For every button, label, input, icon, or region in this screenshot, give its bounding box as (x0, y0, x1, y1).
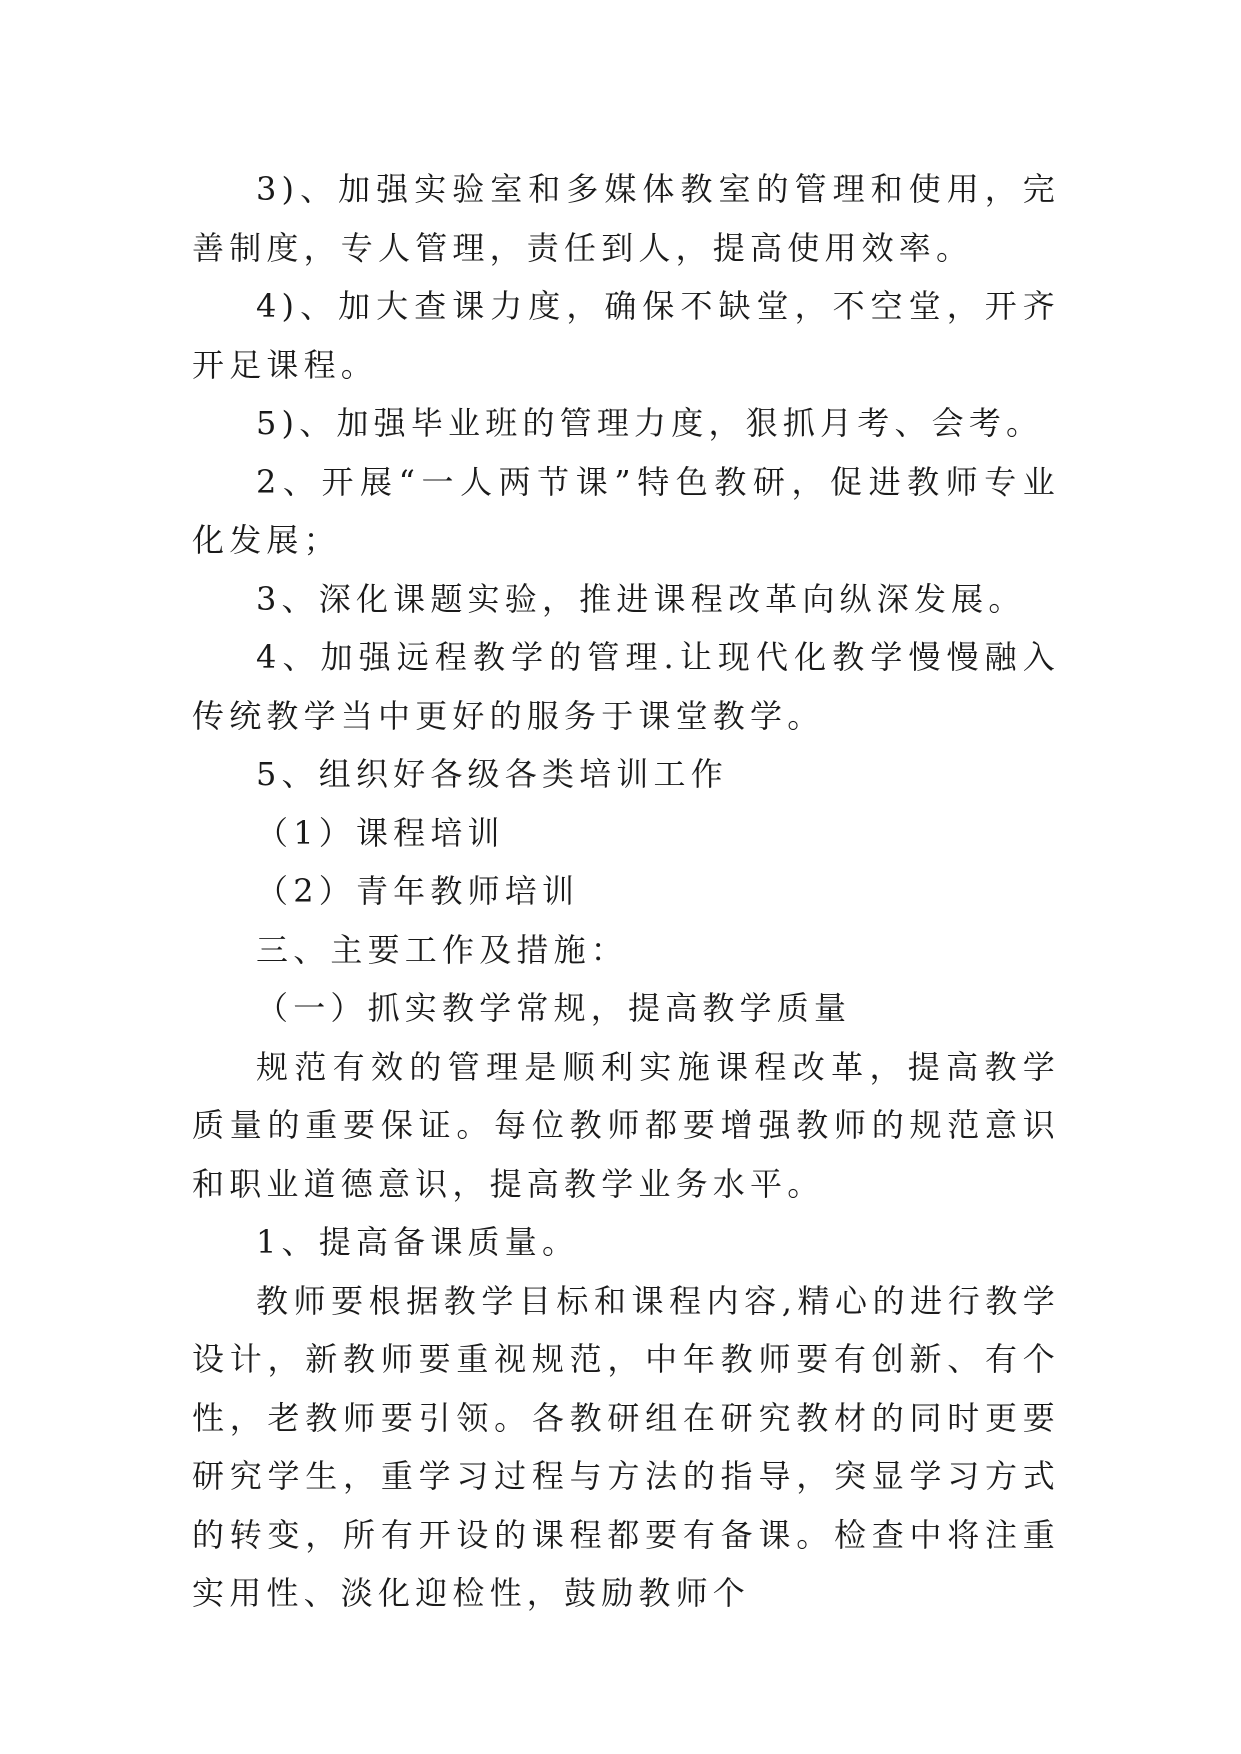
paragraph-lab-management: 3)、加强实验室和多媒体教室的管理和使用，完善制度，专人管理，责任到人，提高使用效率。 (192, 170, 1060, 267)
paragraph-project-experiment: 3、深化课题实验，推进课程改革向纵深发展。 (256, 579, 1026, 618)
paragraph-standard-management: 规范有效的管理是顺利实施课程改革，提高教学质量的重要保证。每位教师都要增强教师的规范意识和职业道德意识，提高教学业务水平。 (192, 1047, 1060, 1203)
list-item-young-teacher-training: （2）青年教师培训 (256, 872, 580, 910)
paragraph-training-work: 5、组织好各级各类培训工作 (256, 755, 728, 793)
paragraph-remote-teaching: 4、加强远程教学的管理.让现代化教学慢慢融入传统教学当中更好的服务于课堂教学。 (192, 638, 1060, 735)
paragraph-graduating-class: 5)、加强毕业班的管理力度，狠抓月考、会考。 (256, 404, 1044, 442)
paragraph-teaching-research: 2、开展“一人两节课”特色教研，促进教师专业化发展； (192, 462, 1060, 559)
paragraph-lesson-prep-quality: 1、提高备课质量。 (256, 1223, 580, 1261)
section-heading-main-work: 三、主要工作及措施： (256, 930, 629, 969)
document-body (192, 160, 1060, 1623)
subsection-heading-teaching-routine: （一）抓实教学常规，提高教学质量 (256, 989, 852, 1027)
paragraph-class-inspection: 4)、加大查课力度，确保不缺堂，不空堂，开齐开足课程。 (192, 287, 1060, 384)
paragraph-teaching-design: 教师要根据教学目标和课程内容,精心的进行教学设计，新教师要重视规范，中年教师要有创新、有个性，老教师要引领。各教研组在研究教材的同时更要研究学生，重学习过程与方法的指导，突显学习方式的转变，所有开设的课程都要有备课。检查中将注重实用性、淡化迎检性，鼓励教师个 (192, 1281, 1060, 1612)
list-item-course-training: （1）课程培训 (256, 813, 505, 852)
